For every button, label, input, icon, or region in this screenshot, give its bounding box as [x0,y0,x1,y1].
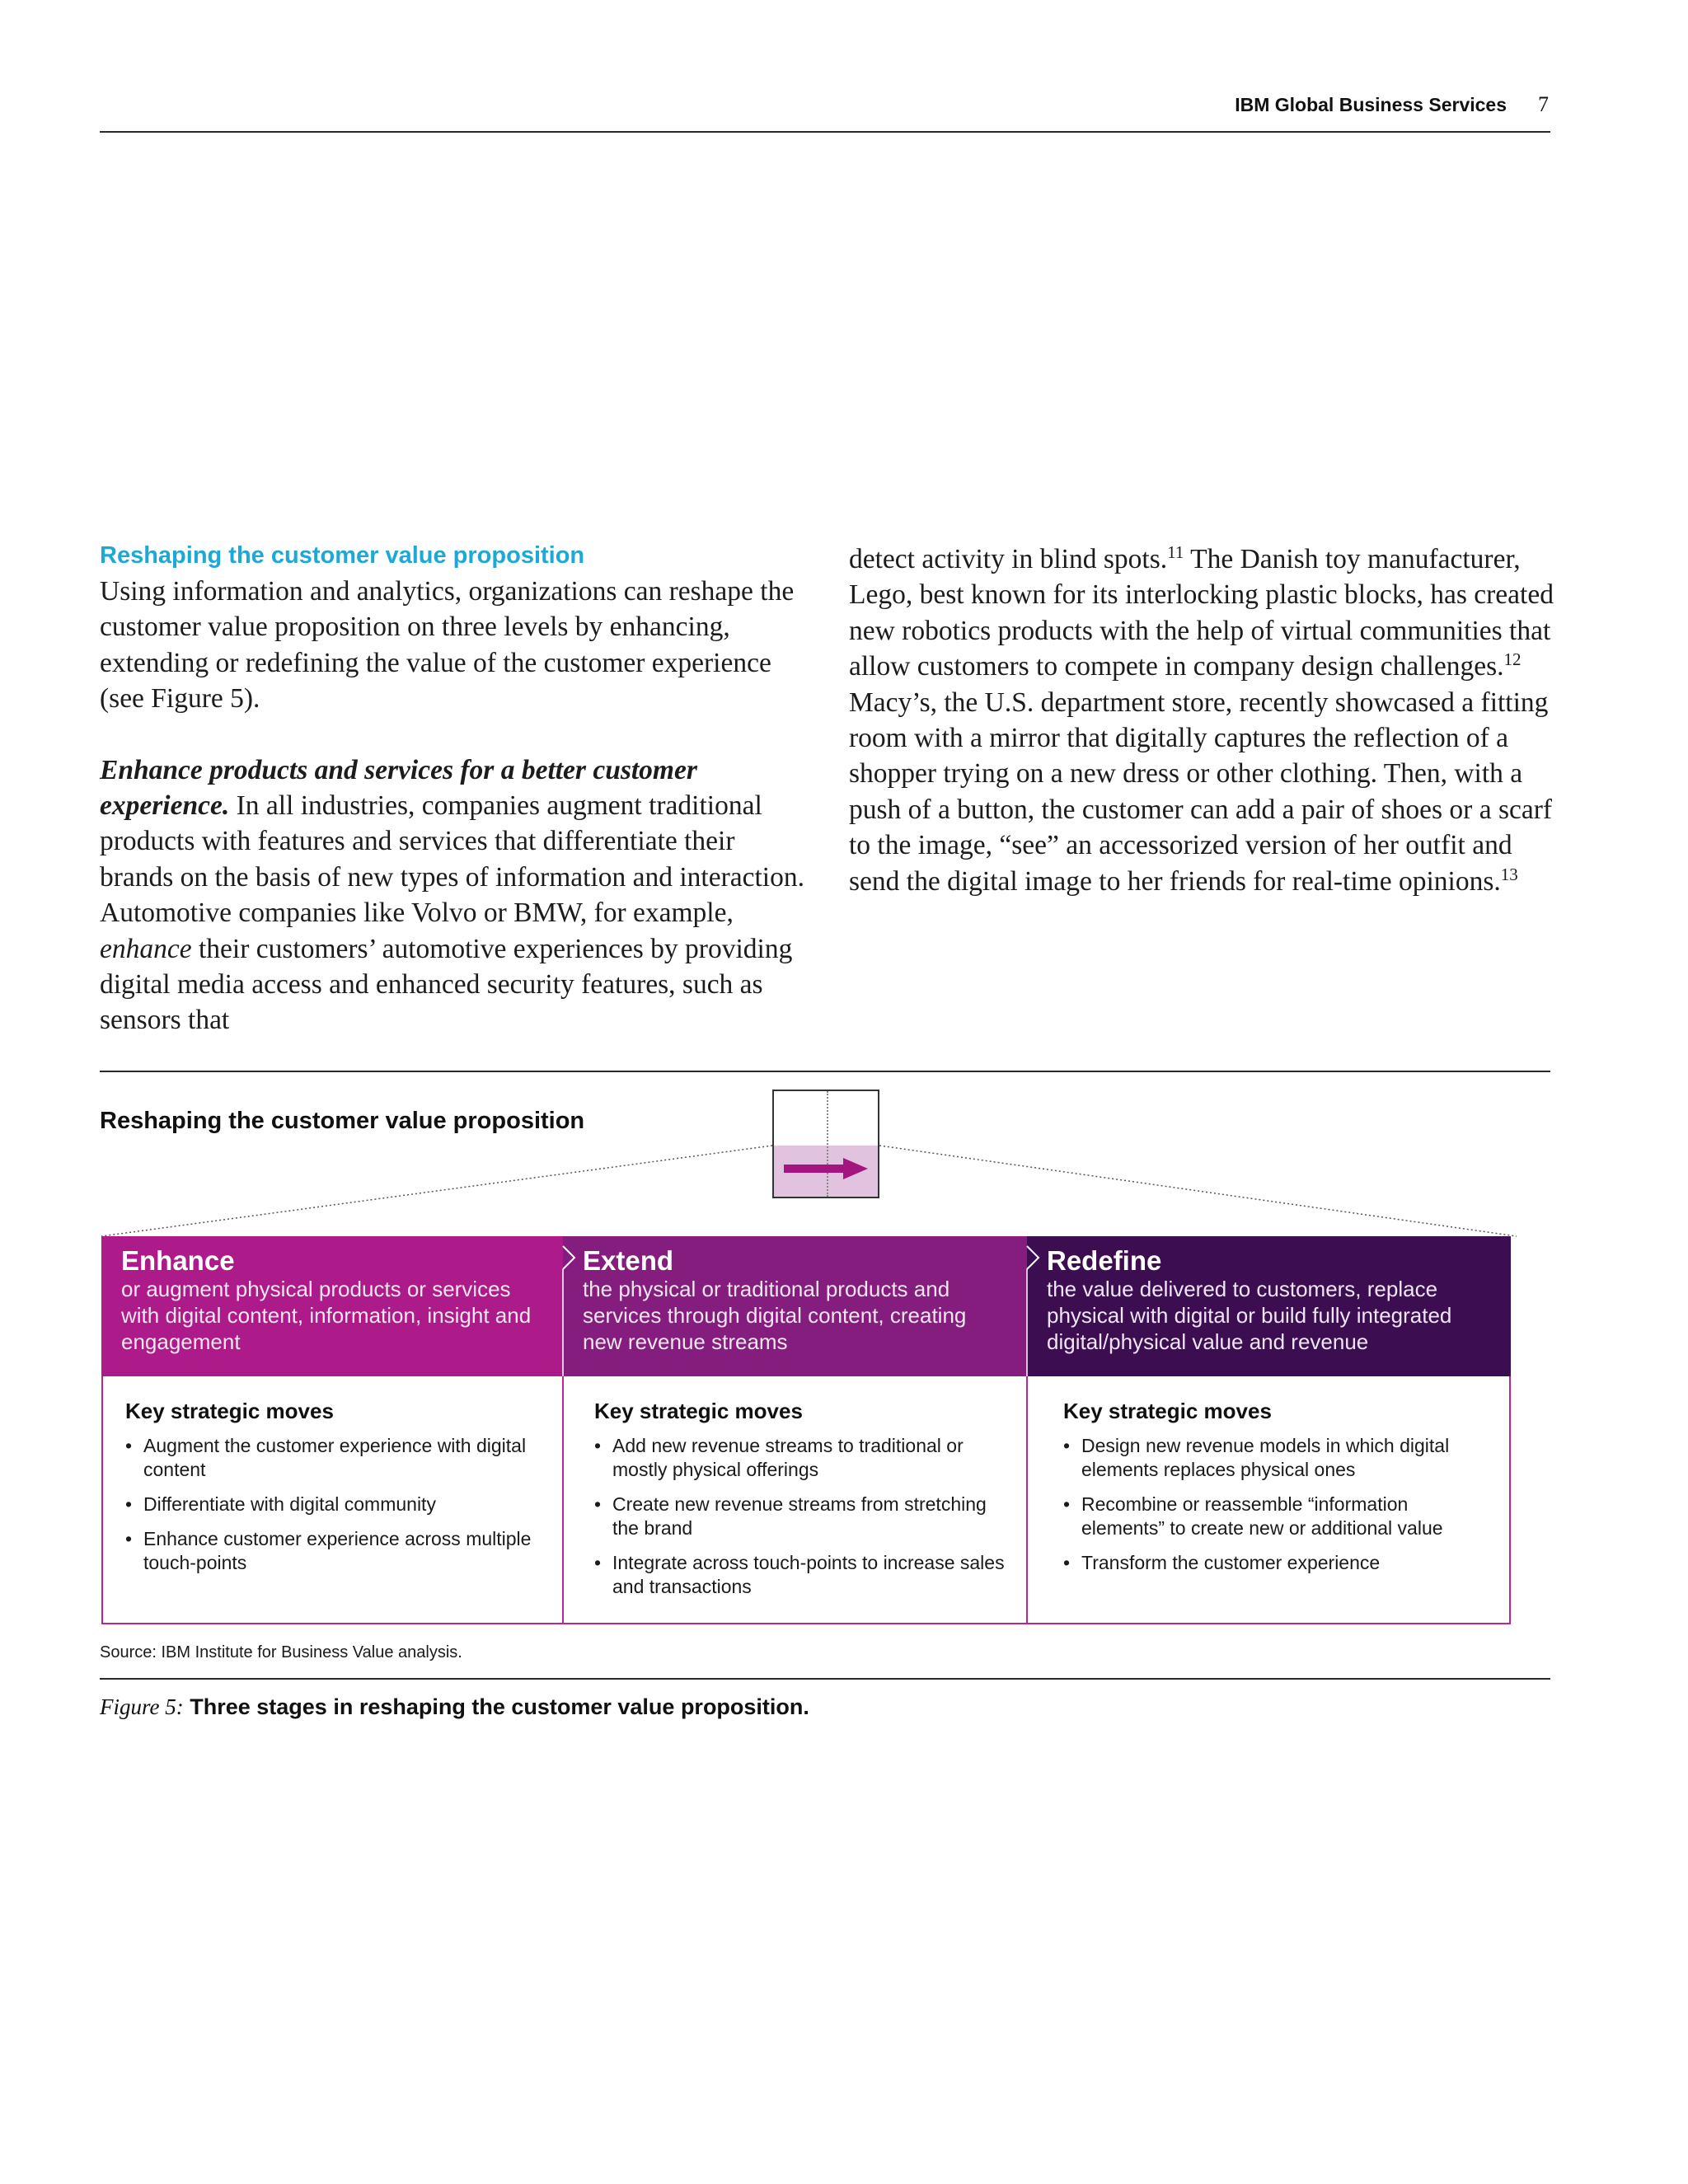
running-header: IBM Global Business Services [1235,94,1507,115]
list-item: • Recombine or reassemble “information elements” to create new or additional value [1063,1493,1492,1540]
stage-description: or augment physical products or services with digital content, information, insight and engagement [121,1277,532,1354]
stage-name: Redefine [1047,1245,1162,1276]
stage-thumbnail [772,1090,879,1198]
emphasis-word: enhance [100,933,192,964]
stage-name: Extend [583,1245,674,1276]
paragraph-lead: Enhance products and services for a better customer experience. [100,754,697,822]
paragraph-body-1: In all industries, companies augment traditional products with features and services that differentiate their brands on the basis of new types of information and interaction. Automotive companies like Volvo or BMW, for example, [100,790,804,929]
moves-enhance [125,1398,537,1586]
stage-description: the physical or traditional products and services through digital content, creating new revenue streams [583,1277,967,1354]
figure-source: Source: IBM Institute for Business Value analysis. [100,1643,462,1661]
list-item: • Create new revenue streams from stretching the brand [594,1493,1006,1540]
list-item: • Transform the customer experience [1063,1551,1492,1575]
section-heading: Reshaping the customer value proposition [100,542,585,569]
text-run: Macy’s, the U.S. department store, recently showcased a fitting room with a mirror that digitally captures the reflection of a shopper trying on a new dress or other clothing. Then, with a push of a button, the customer can add a pair of shoes or a scarf to the image, “see” an accessorized version of her outfit and send the digital image to her friends for real-time opinions. [849,687,1553,897]
figure-title: Reshaping the customer value proposition [100,1108,585,1134]
list-item: • Augment the customer experience with digital content [125,1434,537,1482]
moves-list [594,1434,1006,1599]
page-number: 7 [1538,92,1549,116]
list-item: • Design new revenue models in which digital elements replaces physical ones [1063,1434,1492,1482]
footnote-ref: 12 [1503,649,1522,670]
figure-caption [100,1694,809,1720]
figure-bottom-rule [100,1678,1550,1680]
stage-description: the value delivered to customers, replace physical with digital or build fully integrated digital/physical value and revenue [1047,1277,1452,1354]
chevron-separator-icon [560,1236,580,1376]
stage-name: Enhance [121,1245,235,1276]
moves-extend [594,1398,1006,1610]
chevron-separator-icon [1025,1236,1044,1376]
footnote-ref: 11 [1167,541,1184,562]
arrow-right-icon [784,1157,870,1180]
list-item: • Enhance customer experience across multiple touch-points [125,1527,537,1575]
column-divider [1026,1376,1028,1624]
paragraph-body-2: their customers’ automotive experiences by providing digital media access and enhanced security features, such as sensors that [100,933,793,1036]
moves-heading: Key strategic moves [125,1399,334,1423]
stage-extend [563,1236,1027,1376]
moves-redefine [1063,1398,1492,1586]
moves-list [1063,1434,1492,1575]
moves-list [125,1434,537,1575]
stage-enhance [101,1236,563,1376]
list-item: • Differentiate with digital community [125,1493,537,1516]
footnote-ref: 13 [1500,864,1518,884]
text-run: detect activity in blind spots. [849,544,1168,574]
moves-heading: Key strategic moves [1063,1399,1272,1423]
intro-paragraph: Using information and analytics, organizations can reshape the customer value proposition on three levels by enhancing, extending or redefining the value of the customer experience (see Figure 5). [100,576,795,715]
text-run: The Danish toy manufacturer, Lego, best known for its interlocking plastic blocks, has created new robotics products with the help of virtual communities that allow customers to compete in company design challenges. [849,544,1554,682]
stage-redefine [1027,1236,1511,1376]
list-item: • Add new revenue streams to traditional or mostly physical offerings [594,1434,1006,1482]
column-divider [562,1376,564,1624]
caption-text: Three stages in reshaping the customer value proposition. [190,1694,809,1719]
list-item: • Integrate across touch-points to increase sales and transactions [594,1551,1006,1599]
moves-heading: Key strategic moves [594,1399,803,1423]
caption-label: Figure 5: [100,1694,184,1719]
thumbnail-divider [827,1091,828,1197]
